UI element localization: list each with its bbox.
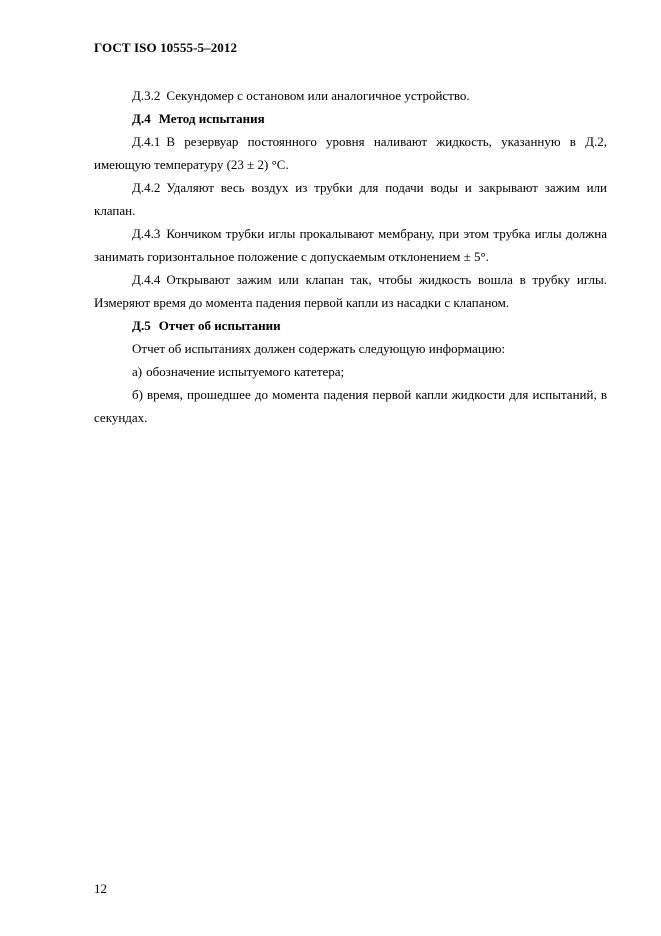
clause-number: Д.4.4 <box>132 272 161 287</box>
list-item-a <box>94 360 607 383</box>
clause-number: Д.4.3 <box>132 226 161 241</box>
section-title: Метод испытания <box>158 111 265 126</box>
clause-text: В резервуар постоянного уровня наливают жидкость, указанную в Д.2, имеющую температуру (23 ± 2) °С. <box>94 134 607 172</box>
section-heading-d4 <box>94 107 607 130</box>
clause-number: Д.3.2 <box>132 88 161 103</box>
page-number: 12 <box>94 881 107 896</box>
paragraph-d4-1 <box>94 130 607 176</box>
clause-text: Удаляют весь воздух из трубки для подачи воды и закрывают зажим или клапан. <box>94 180 607 218</box>
report-intro: Отчет об испытаниях должен содержать следующую информацию: <box>132 341 506 356</box>
paragraph-d4-3 <box>94 222 607 268</box>
clause-number: Д.4.2 <box>132 180 161 195</box>
section-number: Д.5 <box>132 318 151 333</box>
list-item-b <box>94 383 607 429</box>
list-marker: б) <box>132 387 143 402</box>
document-body <box>94 84 607 429</box>
section-number: Д.4 <box>132 111 151 126</box>
clause-text: Открывают зажим или клапан так, чтобы жидкость вошла в трубку иглы. Измеряют время до момента падения первой капли из насадки с клапаном. <box>94 272 607 310</box>
paragraph-d4-2 <box>94 176 607 222</box>
section-heading-d5 <box>94 314 607 337</box>
list-item-text: время, прошедшее до момента падения первой капли жидкости для испытаний, в секундах. <box>94 387 607 425</box>
list-item-text: обозначение испытуемого катетера; <box>146 364 345 379</box>
section-title: Отчет об испытании <box>158 318 281 333</box>
clause-text: Кончиком трубки иглы прокалывают мембрану, при этом трубка иглы должна занимать горизонтальное положение с допускаемым отклонением ± 5°. <box>94 226 607 264</box>
document-header: ГОСТ ISO 10555-5–2012 <box>94 40 238 55</box>
clause-number: Д.4.1 <box>132 134 161 149</box>
clause-text: Секундомер с остановом или аналогичное устройство. <box>166 88 470 103</box>
paragraph-d4-4 <box>94 268 607 314</box>
list-marker: а) <box>132 364 143 379</box>
paragraph-d3-2 <box>94 84 607 107</box>
